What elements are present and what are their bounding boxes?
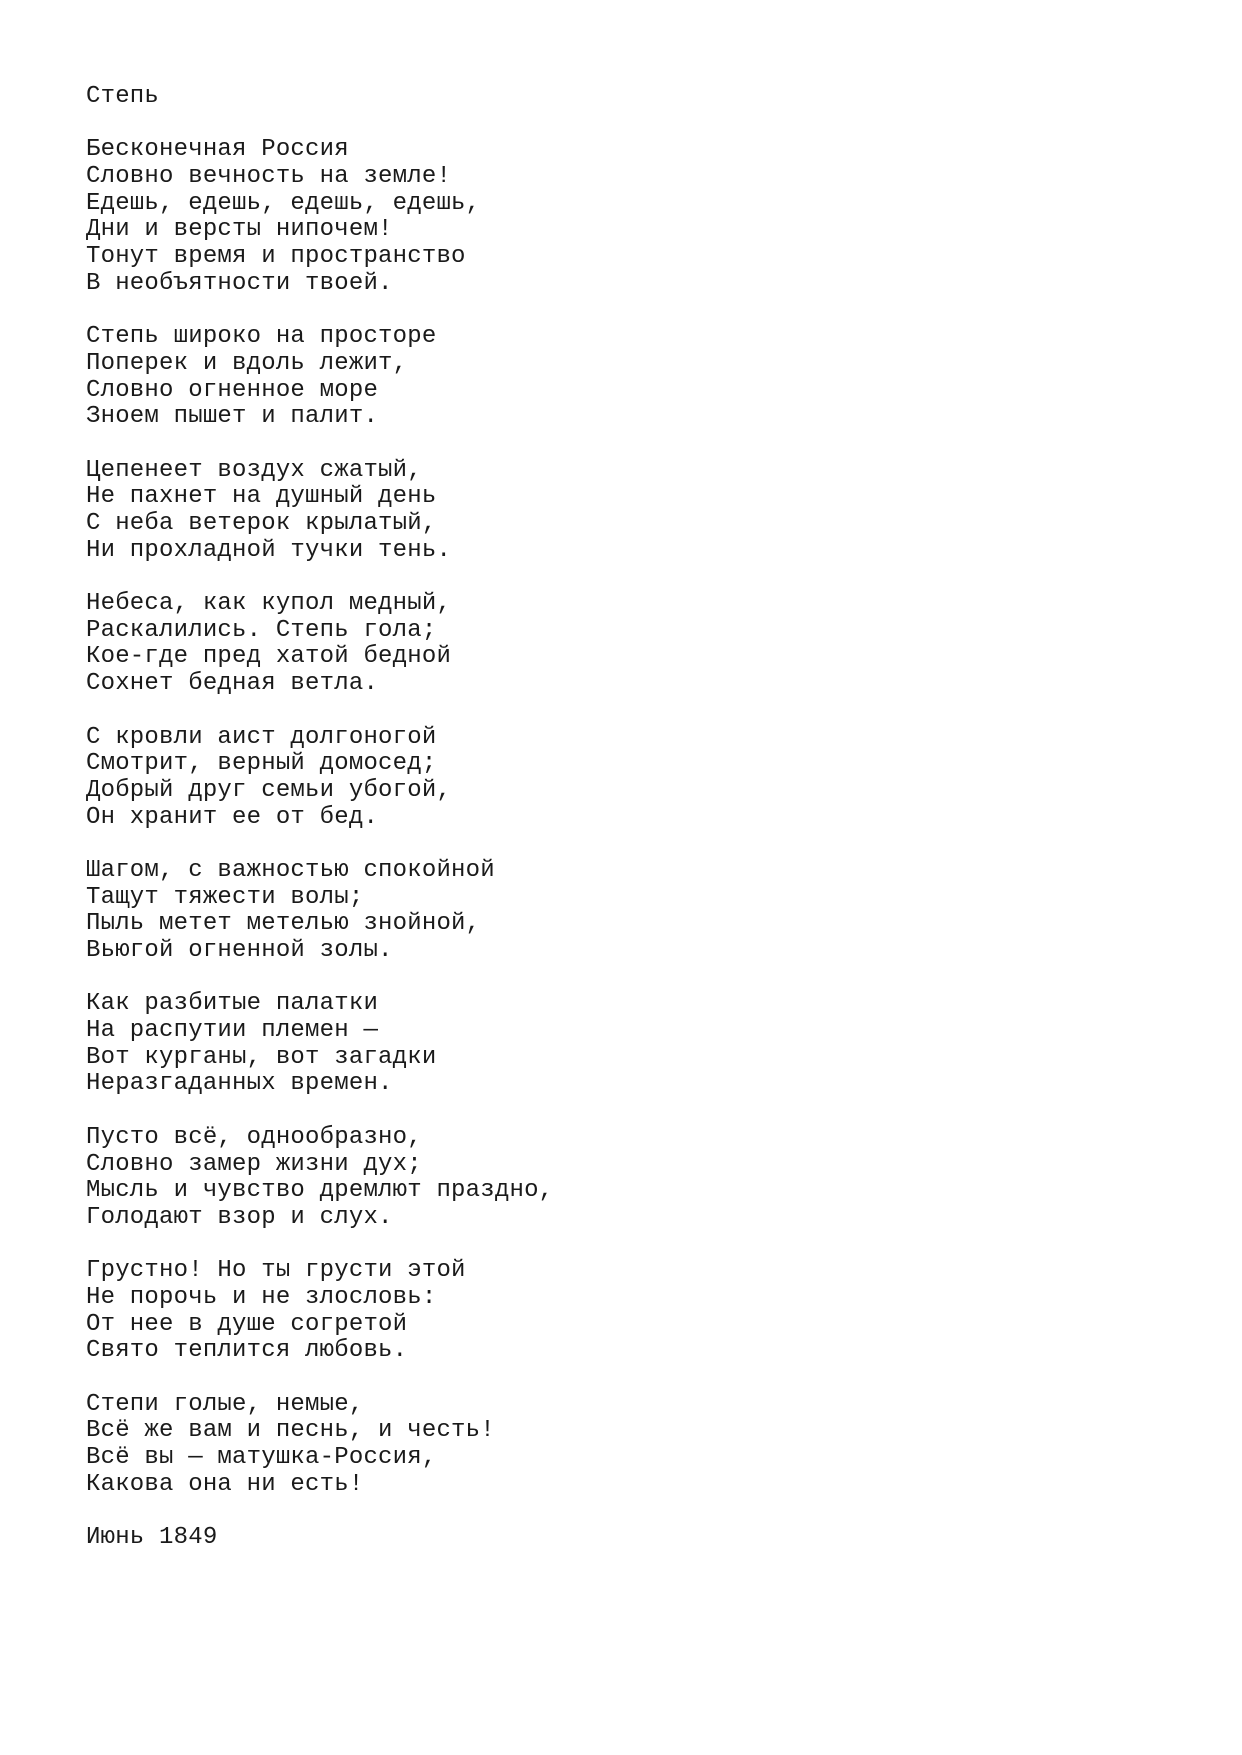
poem-line: Тащут тяжести волы; (86, 883, 364, 911)
stanza (86, 458, 1086, 565)
poem-line: Грустно! Но ты грусти этой (86, 1257, 466, 1285)
poem-line: От нее в душе согретой (86, 1310, 408, 1338)
poem-line: Голодают взор и слух. (86, 1203, 393, 1231)
poem-line: Пусто всё, однообразно, (86, 1123, 422, 1151)
poem-line: Тонут время и пространство (86, 243, 466, 271)
stanza (86, 1125, 1086, 1232)
stanza (86, 591, 1086, 698)
poem-line: Шагом, с важностью спокойной (86, 856, 495, 884)
poem-line: Словно вечность на земле! (86, 163, 452, 191)
poem (86, 84, 1086, 1552)
poem-line: Поперек и вдоль лежит, (86, 349, 408, 377)
poem-line: С кровли аист долгоногой (86, 723, 437, 751)
poem-line: Как разбитые палатки (86, 990, 379, 1018)
poem-line: Кое-где пред хатой бедной (86, 643, 452, 671)
poem-line: Сохнет бедная ветла. (86, 670, 379, 698)
poem-line: Степи голые, немые, (86, 1390, 364, 1418)
poem-line: Цепенеет воздух сжатый, (86, 456, 422, 484)
stanza (86, 725, 1086, 832)
poem-line: В необъятности твоей. (86, 269, 393, 297)
stanza (86, 137, 1086, 297)
poem-line: Небеса, как купол медный, (86, 590, 452, 618)
poem-line: Вьюгой огненной золы. (86, 937, 393, 965)
poem-line: На распутии племен — (86, 1017, 379, 1045)
poem-line: Всё же вам и песнь, и честь! (86, 1417, 495, 1445)
poem-line: Он хранит ее от бед. (86, 803, 379, 831)
poem-line: Мысль и чувство дремлют праздно, (86, 1177, 554, 1205)
poem-line: Добрый друг семьи убогой, (86, 776, 452, 804)
poem-title: Степь (86, 83, 160, 110)
poem-line: Пыль метет метелью знойной, (86, 910, 481, 938)
poem-line: Не пахнет на душный день (86, 483, 437, 511)
poem-line: Дни и версты нипочем! (86, 216, 393, 244)
poem-line: Словно замер жизни дух; (86, 1150, 422, 1178)
poem-line: Не порочь и не злословь: (86, 1283, 437, 1311)
poem-line: Степь широко на просторе (86, 323, 437, 351)
stanza (86, 324, 1086, 431)
poem-line: Всё вы — матушка-Россия, (86, 1444, 437, 1472)
poem-line: Словно огненное море (86, 376, 379, 404)
poem-line: Какова она ни есть! (86, 1470, 364, 1498)
poem-date: Июнь 1849 (86, 1524, 218, 1552)
poem-line: Свято теплится любовь. (86, 1337, 408, 1365)
poem-line: С неба ветерок крылатый, (86, 510, 437, 538)
stanza (86, 1258, 1086, 1365)
stanza (86, 1392, 1086, 1499)
poem-line: Едешь, едешь, едешь, едешь, (86, 189, 481, 217)
poem-line: Вот курганы, вот загадки (86, 1043, 437, 1071)
poem-line: Смотрит, верный домосед; (86, 750, 437, 778)
poem-line: Зноем пышет и палит. (86, 403, 379, 431)
poem-line: Неразгаданных времен. (86, 1070, 393, 1098)
stanza (86, 858, 1086, 965)
stanza (86, 991, 1086, 1098)
poem-line: Ни прохладной тучки тень. (86, 536, 452, 564)
poem-body (86, 137, 1086, 1498)
poem-line: Раскалились. Степь гола; (86, 616, 437, 644)
poem-line: Бесконечная Россия (86, 136, 349, 164)
